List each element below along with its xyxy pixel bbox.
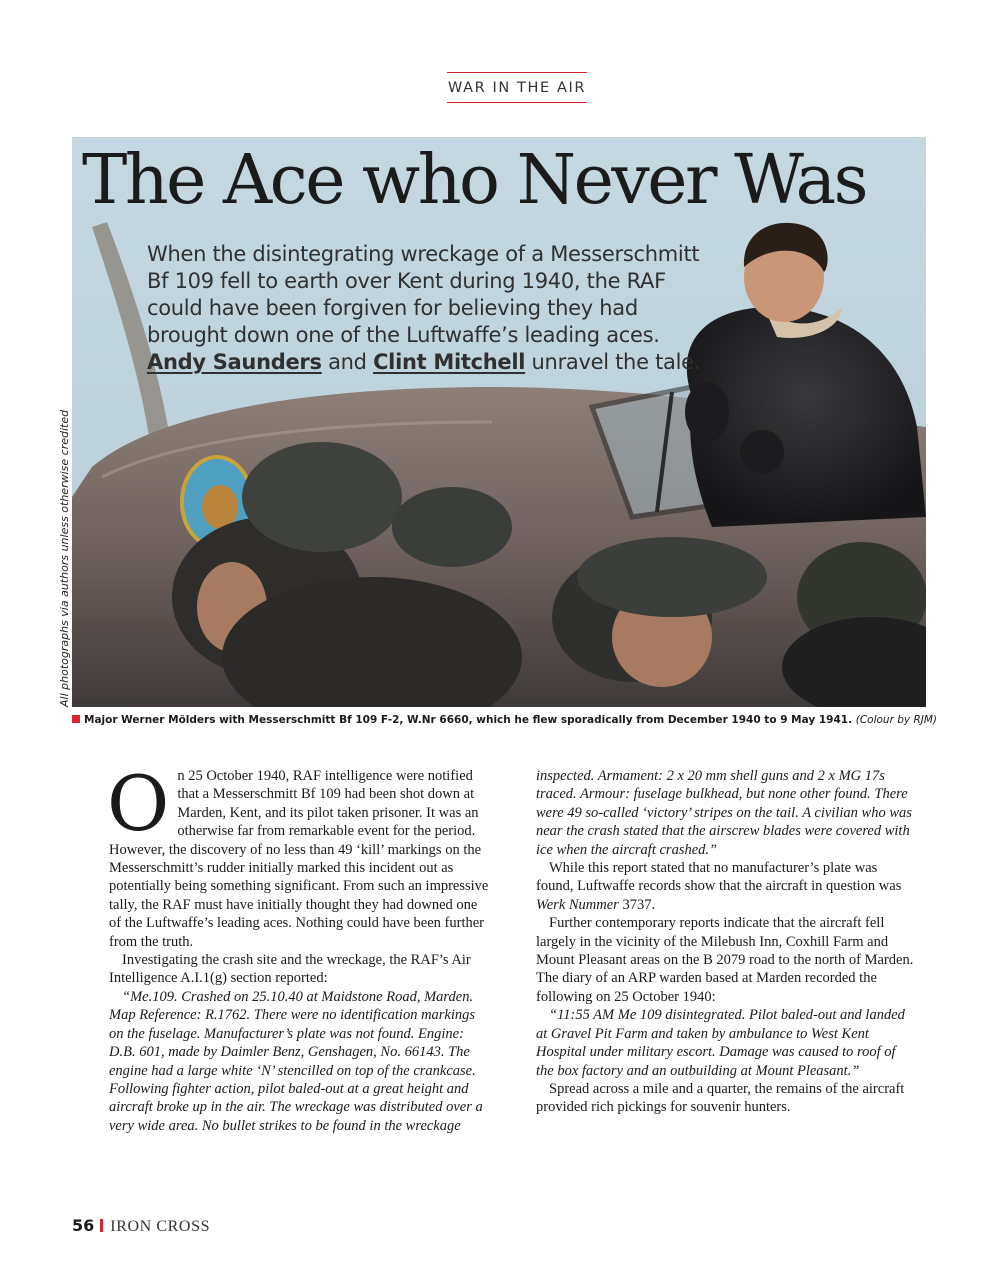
- quote-paragraph: inspected. Armament: 2 x 20 mm shell guns and 2 x MG 17s traced. Armour: fuselage bulkhead, but none other found. There were 49 so-called ‘victory’ stripes on the tail. A civilian who was near the crash stated that the airscrew blades were covered with ice when the aircraft crashed.”: [536, 768, 912, 858]
- page-footer: [72, 1216, 210, 1236]
- section-label: WAR IN THE AIR: [447, 72, 587, 103]
- quote-paragraph: “Me.109. Crashed on 25.10.40 at Maidstone Road, Marden. Map Reference: R.1762. There were no identification markings on the fuselage. Manufacturer’s plate was not found. Engine: D.B. 601, made by Daimler Benz, Genshagen, No. 66143. The engine had a large white ‘N’ stencilled on top of the crankcase. Following fighter action, pilot baled-out at a great height and aircraft broke up in the air. The wreckage was distributed over a very wide area. No bullet strikes to be found in the wreckage: [109, 988, 483, 1134]
- photo-caption: [72, 714, 938, 726]
- standfirst: [147, 241, 707, 376]
- magazine-name: IRON CROSS: [110, 1218, 211, 1235]
- quote-paragraph: “11:55 AM Me 109 disintegrated. Pilot baled-out and landed at Gravel Pit Farm and taken by ambulance to West Kent Hospital under military escort. Damage was caused to roof of the box factory and an outbuilding at Mount Pleasant.”: [536, 1007, 905, 1079]
- body-column-right: [536, 767, 916, 1117]
- standfirst-text: When the disintegrating wreckage of a Messerschmitt Bf 109 fell to earth over Kent during 1940, the RAF could have been forgiven for believing they had brought down one of the Luftwaffe’s leading aces.: [147, 242, 700, 347]
- caption-marker: [72, 715, 80, 723]
- article-title: The Ace who Never Was: [82, 141, 867, 220]
- body-column-left: [107, 759, 489, 1135]
- paragraph-text: n 25 October 1940, RAF intelligence were notified that a Messerschmitt Bf 109 had been shot down at Marden, Kent, and its pilot taken prisoner. It was an otherwise far from remarkable event for the period. However, the discovery of no less than 49 ‘kill’ markings on the Messerschmitt’s rudder initially marked this incident out as potentially being something significant. From such an impressive tally, the RAF must have initially thought they had downed one of the Luftwaffe’s leading aces. Nothing could have been further from the truth.: [109, 768, 489, 950]
- footer-divider: [100, 1219, 103, 1232]
- hero-photo: [72, 137, 926, 707]
- standfirst-ending: unravel the tale.: [531, 350, 701, 374]
- standfirst-conjunction: and: [328, 350, 367, 374]
- author-clint-mitchell: Clint Mitchell: [373, 350, 526, 374]
- author-andy-saunders: Andy Saunders: [147, 350, 322, 374]
- paragraph: [536, 859, 916, 914]
- paragraph: Spread across a mile and a quarter, the remains of the aircraft provided rich pickings for souvenir hunters.: [536, 1080, 905, 1116]
- paragraph: [107, 759, 489, 951]
- caption-credit: (Colour by RJM): [855, 714, 938, 726]
- paragraph-italic: Werk Nummer: [536, 896, 619, 913]
- page-number: 56: [72, 1216, 95, 1235]
- paragraph: Investigating the crash site and the wreckage, the RAF’s Air Intelligence A.I.1(g) section reported:: [109, 952, 471, 987]
- paragraph-text: While this report stated that no manufacturer’s plate was found, Luftwaffe records show that the aircraft in question was: [536, 860, 902, 895]
- caption-text: Major Werner Mölders with Messerschmitt Bf 109 F-2, W.Nr 6660, which he flew sporadically from December 1940 to 9 May 1941.: [84, 714, 853, 726]
- aircraft-crew-photo: [72, 137, 926, 707]
- drop-cap: O: [107, 759, 170, 848]
- paragraph: Further contemporary reports indicate that the aircraft fell largely in the vicinity of the Milebush Inn, Coxhill Farm and Mount Pleasant areas on the B 2079 road to the north of Marden. The diary of an ARP warden based at Marden recorded the following on 25 October 1940:: [536, 915, 914, 1005]
- photo-credit: All photographs via authors unless otherwise credited: [58, 409, 71, 707]
- paragraph-text: 3737.: [622, 896, 656, 913]
